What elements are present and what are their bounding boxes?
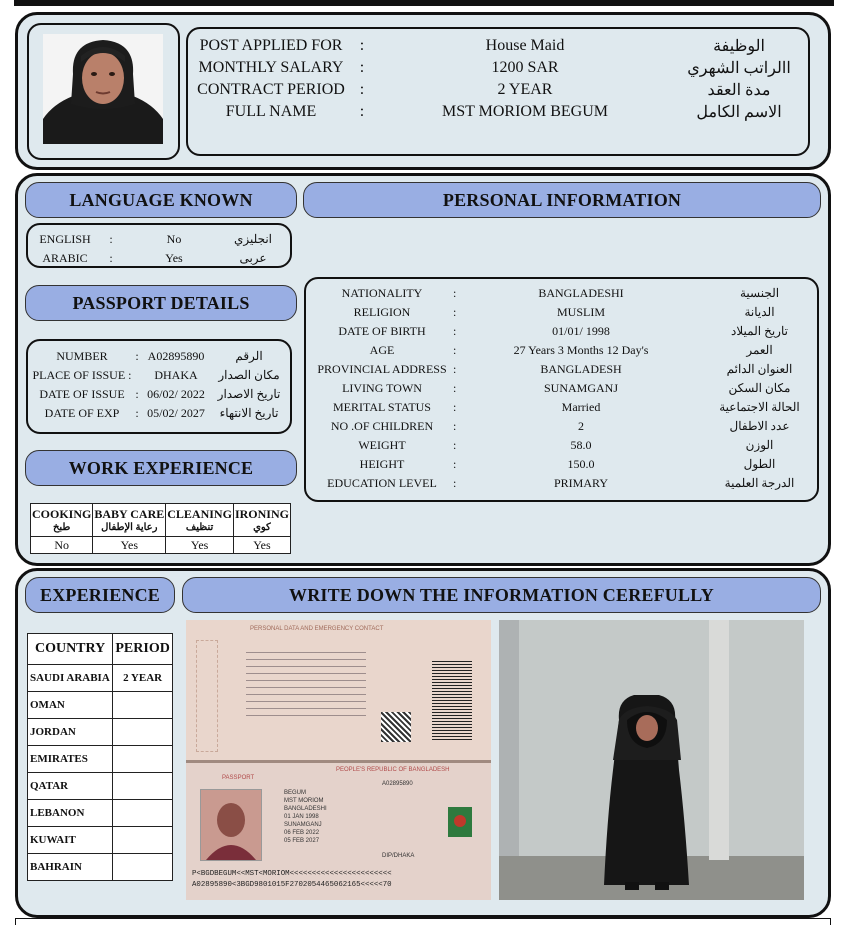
passport-arabic: تاريخ الاصدار [217,387,281,401]
experience-period: 2 YEAR [113,665,173,692]
personal-row: NATIONALITY : BANGLADESHI الجنسية [308,284,813,303]
passport-value: 06/02/ 2022 [147,387,205,401]
post-arabic: الوظيفة [713,38,765,55]
passport-value: A02895890 [147,349,205,363]
personal-arabic: الوزن [745,438,774,452]
experience-period [113,827,173,854]
experience-row [28,773,173,800]
personal-arabic: العنوان الدائم [726,362,793,376]
work-col-ar: رعاية الإطفال [101,522,158,533]
work-col-value: Yes [233,537,290,554]
experience-row [28,692,173,719]
work-col-value: Yes [166,537,234,554]
post-row [190,79,800,101]
experience-period [113,719,173,746]
scan-given-name: MST MORIOM [284,798,324,804]
personal-row: WEIGHT : 58.0 الوزن [308,436,813,455]
personal-arabic: الدرجة العلمية [724,476,795,490]
passport-arabic: الرقم [235,349,263,363]
passport-row [30,404,286,423]
experience-row [28,746,173,773]
work-col-en: COOKING [32,507,92,521]
passport-list [30,347,286,423]
experience-country: OMAN [28,692,113,719]
passport-photo [200,789,262,861]
bottom-strip [15,918,831,925]
work-col-header [31,504,93,537]
passport-fields [284,789,327,845]
personal-value: 2 [578,419,584,433]
personal-row: MERITAL STATUS : Married الحالة الاجتماعية [308,398,813,417]
personal-value: Married [561,400,601,414]
post-row [190,101,800,123]
work-col-header [166,504,234,537]
passport-sep: : [135,349,139,363]
post-sep: : [359,59,365,76]
passport-label: DATE OF ISSUE [39,387,125,401]
mrz-line-1: P<BGDBEGUM<<MST<MORIOM<<<<<<<<<<<<<<<<<<<<<<< [192,870,392,878]
post-sep: : [359,103,365,120]
scan-dob: 01 JAN 1998 [284,814,319,820]
lang-value: No [166,232,182,246]
experience-period [113,773,173,800]
lang-sep: : [109,232,113,246]
personal-arabic: الديانة [744,305,775,319]
personal-label: LIVING TOWN [342,381,422,395]
experience-row [28,800,173,827]
scan-passport-no: A02895890 [382,781,413,787]
work-col-en: CLEANING [167,507,232,521]
col-country: COUNTRY [28,634,113,665]
passport-row [30,385,286,404]
experience-period [113,746,173,773]
notice-title: WRITE DOWN THE INFORMATION CEREFULLY [182,577,821,613]
passport-label: NUMBER [56,349,108,363]
scan-authority: DIP/DHAKA [382,853,415,859]
experience-row [28,854,173,881]
personal-arabic: تاريخ الميلاد [731,324,788,338]
lang-sep: : [109,251,113,265]
passport-label: PLACE OF ISSUE : [32,368,132,382]
personal-label: AGE [369,343,395,357]
personal-value: 150.0 [567,457,595,471]
passport-badge: PASSPORT [222,775,255,781]
scan-surname: BEGUM [284,790,307,796]
personal-label: NO .OF CHILDREN [330,419,434,433]
qr-code [381,712,411,742]
post-row [190,57,800,79]
experience-period [113,800,173,827]
post-row [190,35,800,57]
passport-arabic: مكان الصدار [218,368,280,382]
lang-arabic: انجليزي [233,232,273,246]
personal-label: EDUCATION LEVEL [327,476,437,490]
passport-label: DATE OF EXP [44,406,120,420]
personal-value: 01/01/ 1998 [552,324,610,338]
personal-row: EDUCATION LEVEL : PRIMARY الدرجة العلمية [308,474,813,493]
experience-row [28,719,173,746]
lang-row [30,230,280,249]
personal-label: HEIGHT [359,457,405,471]
work-col-value: No [31,537,93,554]
experience-country: KUWAIT [28,827,113,854]
work-table-wrap [30,503,291,554]
scan-place: SUNAMGANJ [284,822,322,828]
work-col-ar: تنظيف [185,522,214,533]
personal-row: PROVINCIAL ADDRESS : BANGLADESH العنوان الدائم [308,360,813,379]
personal-row: DATE OF BIRTH : 01/01/ 1998 تاريخ الميلاد [308,322,813,341]
personal-value: SUNAMGANJ [543,381,618,395]
post-value: 1200 SAR [491,59,559,76]
barcode [432,660,472,740]
personal-label: MERITAL STATUS [333,400,431,414]
personal-arabic: الجنسية [739,286,780,300]
work-table [30,503,291,554]
post-sep: : [359,37,365,54]
passport-arabic: تاريخ الانتهاء [219,406,279,420]
experience-row [28,827,173,854]
passport-id-page [186,763,491,900]
post-value: House Maid [485,37,565,54]
work-col-header [93,504,166,537]
passport-data-page [186,620,491,760]
work-col-ar: كوي [253,522,271,533]
post-arabic: الاسم الكامل [696,104,782,121]
personal-arabic: عدد الاطفال [729,419,790,433]
experience-table [27,633,173,881]
lang-value: Yes [165,251,183,265]
experience-title: EXPERIENCE [25,577,175,613]
personal-row: RELIGION : MUSLIM الديانة [308,303,813,322]
post-details-list [190,35,800,123]
post-label: MONTHLY SALARY [198,59,344,76]
experience-country: QATAR [28,773,113,800]
work-col-ar: طبخ [52,522,71,533]
post-arabic: االراتب الشهري [687,60,791,77]
post-value: MST MORIOM BEGUM [442,103,608,120]
experience-period [113,692,173,719]
passport-sep: : [135,387,139,401]
post-arabic: مدة العقد [707,82,771,99]
personal-title: PERSONAL INFORMATION [303,182,821,218]
experience-period [113,854,173,881]
personal-row: HEIGHT : 150.0 الطول [308,455,813,474]
post-sep: : [359,81,365,98]
mrz-line-2: A02895890<3BGD9801015F2702054465062165<<<<<70 [192,881,392,889]
passport-scan [186,620,491,900]
col-period: PERIOD [113,634,173,665]
work-col-en: BABY CARE [94,507,165,521]
post-value: 2 YEAR [497,81,553,98]
passport-stamp-column [196,640,218,752]
personal-arabic: الطول [743,457,776,471]
experience-country: BAHRAIN [28,854,113,881]
personal-row: AGE : 27 Years 3 Months 12 Day's العمر [308,341,813,360]
personal-label: RELIGION [353,305,411,319]
personal-label: NATIONALITY [341,286,423,300]
experience-country: SAUDI ARABIA [28,665,113,692]
scan-issue: 06 FEB 2022 [284,830,320,836]
lang-label: ENGLISH [39,232,91,246]
personal-row: LIVING TOWN : SUNAMGANJ مكان السكن [308,379,813,398]
post-label: CONTRACT PERIOD [197,81,345,98]
work-title: WORK EXPERIENCE [25,450,297,486]
portrait-photo [43,34,163,144]
personal-arabic: مكان السكن [728,381,791,395]
top-rule [14,0,834,6]
passport-title: PASSPORT DETAILS [25,285,297,321]
experience-row [28,665,173,692]
work-col-en: IRONING [234,507,289,521]
experience-country: EMIRATES [28,746,113,773]
personal-row: NO .OF CHILDREN : 2 عدد الاطفال [308,417,813,436]
full-body-photo [499,620,804,900]
experience-table-wrap [27,633,173,881]
lang-label: ARABIC [42,251,88,265]
post-label: FULL NAME [225,103,317,120]
work-col-header [233,504,290,537]
personal-list [308,284,813,493]
personal-value: PRIMARY [553,476,609,490]
scan-expiry: 05 FEB 2027 [284,838,320,844]
passport-row [30,366,286,385]
passport-value: 05/02/ 2027 [147,406,205,420]
work-col-value: Yes [93,537,166,554]
personal-label: WEIGHT [358,438,406,452]
personal-arabic: العمر [746,343,773,357]
experience-country: LEBANON [28,800,113,827]
personal-label: DATE OF BIRTH [338,324,426,338]
lang-arabic: عربى [239,251,267,265]
passport-emblem [448,807,472,837]
language-title: LANGUAGE KNOWN [25,182,297,218]
personal-label: PROVINCIAL ADDRESS [317,362,447,376]
personal-value: BANGLADESHI [538,286,624,300]
personal-arabic: الحالة الاجتماعية [719,400,800,414]
passport-lower-heading: PEOPLE'S REPUBLIC OF BANGLADESH [336,767,450,773]
passport-text-lines [246,646,366,716]
passport-row [30,347,286,366]
language-list [30,230,280,268]
personal-value: MUSLIM [556,305,605,319]
personal-value: BANGLADESH [540,362,622,376]
passport-mrz [192,869,392,891]
passport-top-heading: PERSONAL DATA AND EMERGENCY CONTACT [250,626,384,632]
personal-value: 58.0 [570,438,592,452]
lang-row [30,249,280,268]
passport-sep: : [135,406,139,420]
passport-value: DHAKA [154,368,198,382]
personal-value: 27 Years 3 Months 12 Day's [513,343,649,357]
post-label: POST APPLIED FOR [199,37,343,54]
scan-nationality: BANGLADESHI [284,806,327,812]
experience-country: JORDAN [28,719,113,746]
